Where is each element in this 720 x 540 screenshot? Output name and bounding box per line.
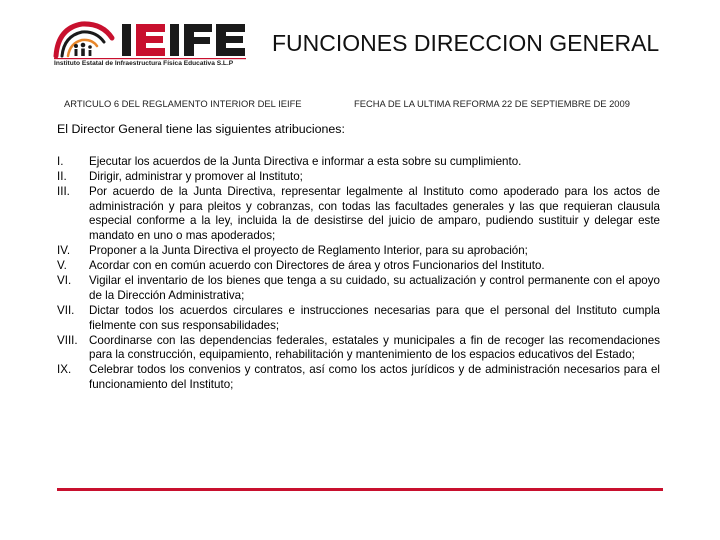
item-number: VI. [57,274,72,288]
attributions-list [57,155,660,393]
list-item [57,170,660,185]
item-text: Proponer a la Junta Directiva el proyecto de Reglamento Interior, para su aprobación; [89,244,528,258]
item-number: I. [57,155,64,168]
list-item [57,155,660,170]
item-number: IV. [57,244,71,258]
item-text: Coordinarse con las dependencias federales, estatales y municipales a fin de recoger las recomendaciones para la construcción, equipamiento, rehabilitación y mantenimiento de los espacios educativos del Estado; [89,333,660,362]
logo-figures-icon [74,43,92,56]
article-reference: ARTICULO 6 DEL REGLAMENTO INTERIOR DEL IEIFE [64,98,302,109]
page-title: FUNCIONES DIRECCION GENERAL [272,30,660,56]
item-text: Vigilar el inventario de los bienes que tenga a su cuidado, su actualización y control permanente con el apoyo de la Dirección Administrativa; [89,274,660,302]
item-text: Dirigir, administrar y promover al Instituto; [89,170,303,184]
intro-text: El Director General tiene las siguientes atribuciones: [57,122,345,136]
item-text: Por acuerdo de la Junta Directiva, representar legalmente al Instituto como apoderado para los actos de administración y para pleitos y cobranzas, con todas las facultades generales y las que requieran clausula especial conforme a la ley, incluida la de desistirse del juicio de amparo, pudiendo sustituir y delegar este mandato en uno o mas apoderados; [89,185,660,242]
item-text: Acordar con en común acuerdo con Directores de área y otros Funcionarios del Instituto. [89,259,545,273]
item-text: Ejecutar los acuerdos de la Junta Directiva e informar a esta sobre su cumplimiento. [89,155,522,168]
logo-caption: Instituto Estatal de Infraestructura Física Educativa S.L.P [54,60,234,67]
item-number: V. [57,259,67,273]
item-text: Dictar todos los acuerdos circulares e instrucciones necesarias para que el personal del Instituto cumpla fielmente con sus responsabilidades; [89,303,660,332]
item-number: III. [57,185,70,199]
item-number: VII. [57,303,75,317]
reform-date: FECHA DE LA ULTIMA REFORMA 22 DE SEPTIEMBRE DE 2009 [354,98,630,109]
bottom-divider [57,488,663,491]
list-item [57,274,660,303]
item-text: Celebrar todos los convenios y contratos, así como los actos jurídicos y de administración necesarios para el funcionamiento del Instituto; [89,363,660,391]
item-number: II. [57,170,67,184]
list-item [57,185,660,243]
list-item [57,334,660,363]
list-item [57,259,660,274]
item-number: VIII. [57,333,78,347]
item-number: IX. [57,363,72,377]
list-item [57,244,660,259]
logo-wordmark [122,24,245,56]
list-item [57,363,660,392]
list-item [57,304,660,333]
